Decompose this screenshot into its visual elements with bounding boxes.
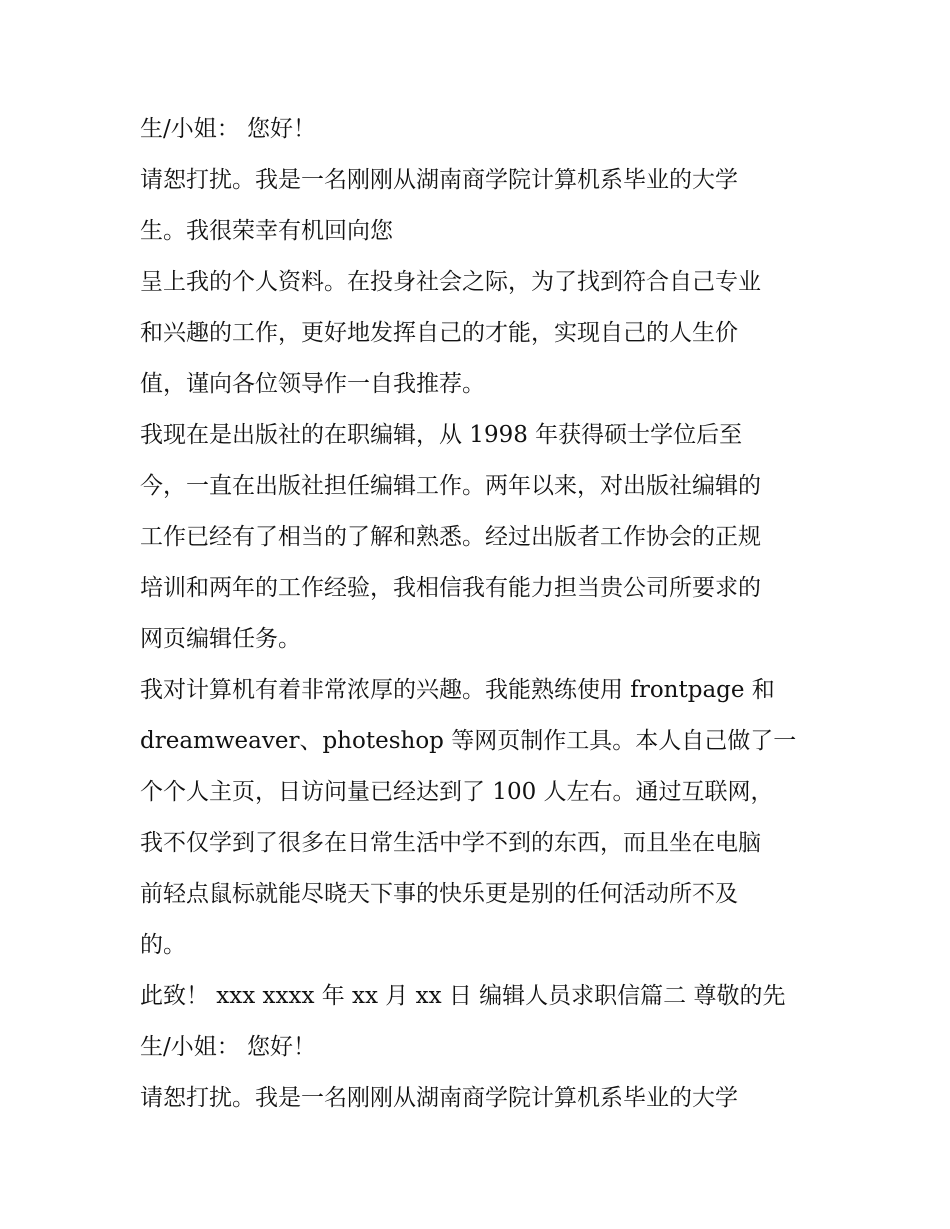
text-line: 生。我很荣幸有机回向您 (140, 218, 393, 244)
text-line: 请恕打扰。我是一名刚刚从湖南商学院计算机系毕业的大学 (140, 167, 738, 193)
text-line: 和兴趣的工作，更好地发挥自己的才能，实现自己的人生价 (140, 320, 738, 346)
text-line: 值，谨向各位领导作一自我推荐。 (140, 371, 485, 397)
text-line: 呈上我的个人资料。在投身社会之际，为了找到符合自己专业 (140, 269, 761, 295)
text-line: 生/小姐： 您好！ (140, 116, 317, 142)
letter-body (140, 104, 820, 1124)
text-line: 个个人主页，日访问量已经达到了 100 人左右。通过互联网， (140, 779, 774, 805)
text-line: 培训和两年的工作经验，我相信我有能力担当贵公司所要求的 (140, 575, 761, 601)
text-line: 我现在是出版社的在职编辑，从 1998 年获得硕士学位后至 (140, 422, 743, 448)
text-line: 工作已经有了相当的了解和熟悉。经过出版者工作协会的正规 (140, 524, 761, 550)
text-line: 网页编辑任务。 (140, 626, 301, 652)
text-line: 请恕打扰。我是一名刚刚从湖南商学院计算机系毕业的大学 (140, 1085, 738, 1111)
text-line: dreamweaver、photeshop 等网页制作工具。本人自己做了一 (140, 728, 797, 754)
text-line: 的。 (140, 932, 186, 958)
text-line: 前轻点鼠标就能尽晓天下事的快乐更是别的任何活动所不及 (140, 881, 738, 907)
text-line: 今，一直在出版社担任编辑工作。两年以来，对出版社编辑的 (140, 473, 761, 499)
text-line: 我对计算机有着非常浓厚的兴趣。我能熟练使用 frontpage 和 (140, 677, 775, 703)
text-line: 此致！ xxx xxxx 年 xx 月 xx 日 编辑人员求职信篇二 尊敬的先 (140, 983, 786, 1009)
text-line: 我不仅学到了很多在日常生活中学不到的东西，而且坐在电脑 (140, 830, 761, 856)
text-line: 生/小姐： 您好！ (140, 1034, 317, 1060)
